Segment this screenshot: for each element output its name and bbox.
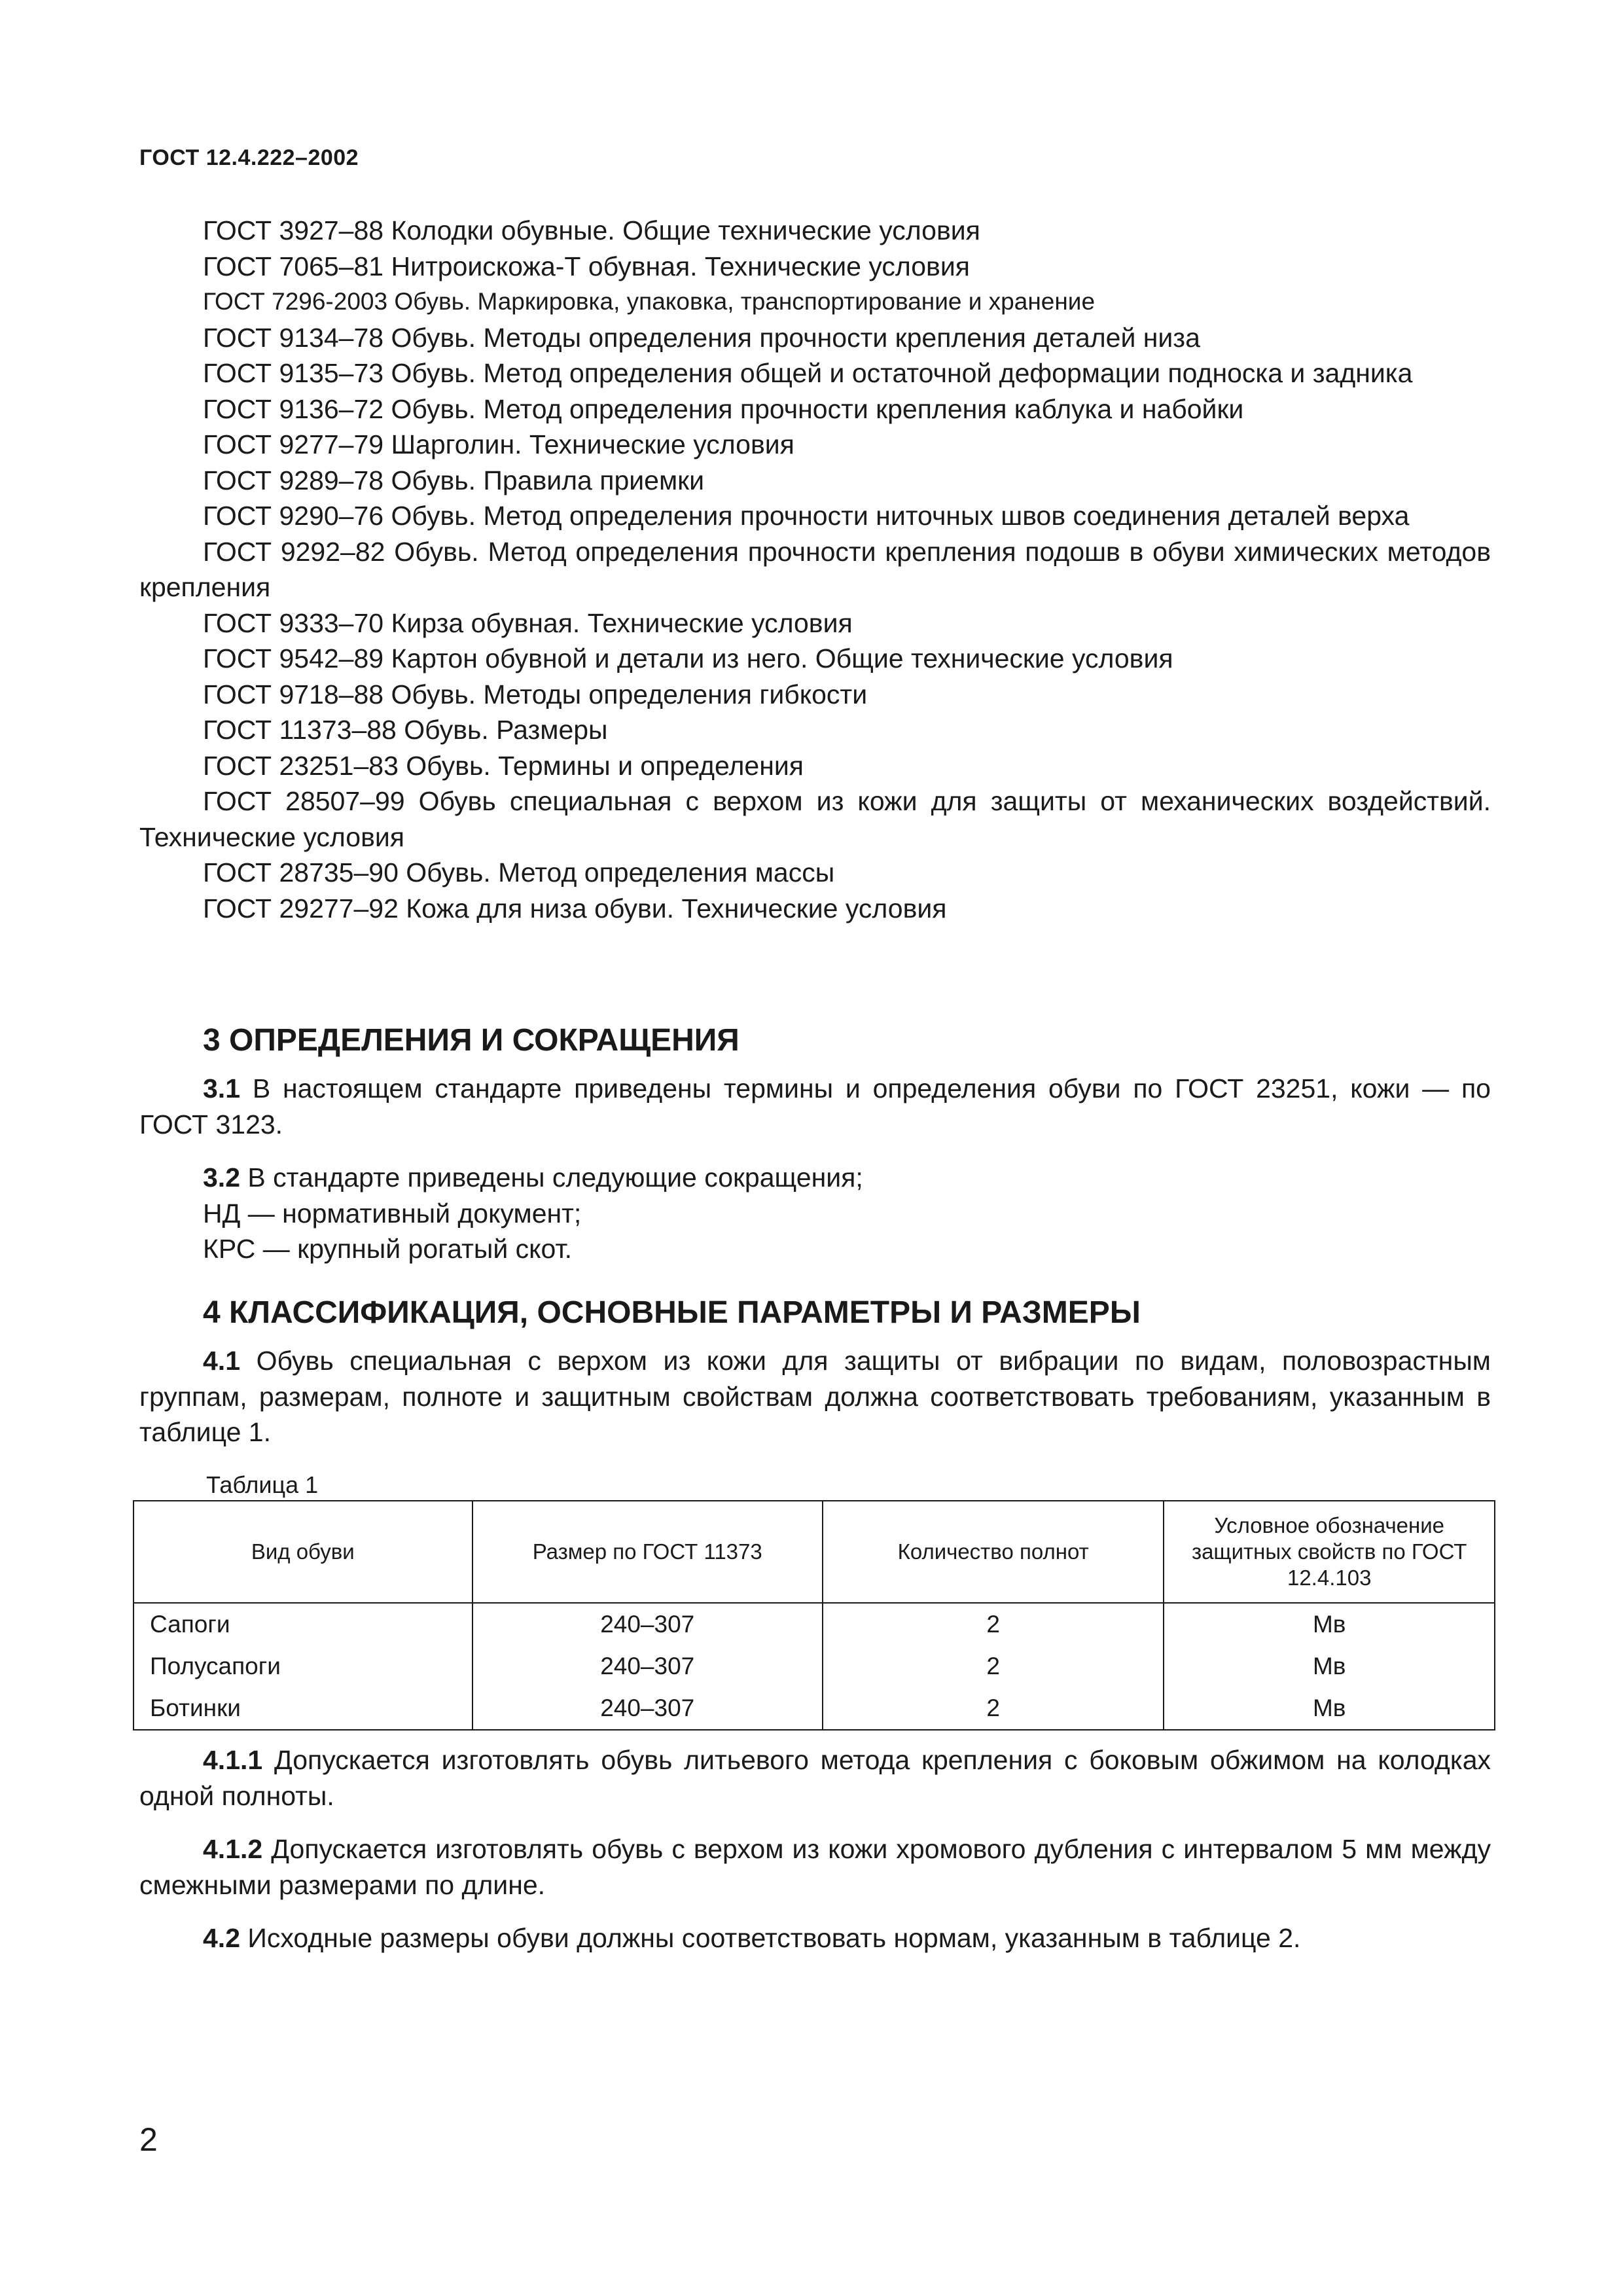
table-cell: Полусапоги (134, 1645, 473, 1687)
table-row (134, 1603, 1495, 1645)
paragraph-text: Допускается изготовлять обувь с верхом из кожи хромового дубления с интервалом 5 мм между смежными размерами по длине. (139, 1834, 1491, 1900)
paragraph-text: В стандарте приведены следующие сокращения; (247, 1162, 863, 1193)
table-header-cell: Размер по ГОСТ 11373 (473, 1501, 823, 1603)
paragraph-4-1-1 (139, 1742, 1491, 1814)
table-cell: 240–307 (473, 1603, 823, 1645)
paragraph-number: 4.1.2 (203, 1834, 263, 1864)
table-row (134, 1687, 1495, 1730)
reference-item: ГОСТ 9292–82 Обувь. Метод определения прочности крепления подошв в обуви химических методов крепления (139, 536, 1491, 602)
reference-item: ГОСТ 9277–79 Шарголин. Технические условия (203, 429, 794, 459)
table-cell: 240–307 (473, 1645, 823, 1687)
table-header-row (134, 1501, 1495, 1603)
paragraph-number: 4.2 (203, 1923, 240, 1953)
table-header-cell: Вид обуви (134, 1501, 473, 1603)
reference-item: ГОСТ 9333–70 Кирза обувная. Технические условия (203, 607, 853, 638)
paragraph-3-2 (139, 1160, 1491, 1267)
reference-item: ГОСТ 9135–73 Обувь. Метод определения общей и остаточной деформации подноска и задника (203, 358, 1413, 388)
reference-item: ГОСТ 9290–76 Обувь. Метод определения прочности ниточных швов соединения деталей верха (203, 501, 1410, 531)
table-cell: Мв (1164, 1687, 1495, 1730)
table-cell: Сапоги (134, 1603, 473, 1645)
table-cell: Мв (1164, 1603, 1495, 1645)
page-header: ГОСТ 12.4.222–2002 (139, 145, 359, 170)
reference-item: ГОСТ 23251–83 Обувь. Термины и определения (203, 750, 804, 781)
table-1 (133, 1500, 1495, 1731)
paragraph-text: В настоящем стандарте приведены термины и определения обуви по ГОСТ 23251, кожи — по ГОСТ 3123. (139, 1073, 1491, 1139)
reference-item: ГОСТ 28735–90 Обувь. Метод определения массы (203, 857, 835, 888)
paragraph-number: 4.1 (203, 1346, 240, 1376)
reference-item: ГОСТ 7296-2003 Обувь. Маркировка, упаковка, транспортирование и хранение (203, 288, 1096, 315)
reference-item: ГОСТ 29277–92 Кожа для низа обуви. Технические условия (203, 893, 947, 924)
paragraph-number: 3.1 (203, 1073, 240, 1103)
abbreviation-item: КРС — крупный рогатый скот. (203, 1234, 573, 1264)
table-header-cell: Условное обозначение защитных свойств по ГОСТ 12.4.103 (1164, 1501, 1495, 1603)
reference-item: ГОСТ 9134–78 Обувь. Методы определения прочности крепления деталей низа (203, 322, 1200, 353)
paragraph-4-2 (139, 1920, 1491, 1956)
paragraph-text: Обувь специальная с верхом из кожи для защиты от вибрации по видам, половозрастным группам, размерам, полноте и защитным свойствам должна соответствовать требованиям, указанным в таблице 1. (139, 1346, 1491, 1447)
reference-item: ГОСТ 3927–88 Колодки обувные. Общие технические условия (203, 215, 980, 245)
section-4-title: 4 КЛАССИФИКАЦИЯ, ОСНОВНЫЕ ПАРАМЕТРЫ И РАЗМЕРЫ (203, 1295, 1141, 1330)
reference-item: ГОСТ 9718–88 Обувь. Методы определения гибкости (203, 679, 868, 709)
table-header-cell: Количество полнот (823, 1501, 1164, 1603)
references-list (139, 213, 1491, 926)
paragraph-number: 3.2 (203, 1162, 240, 1193)
table-cell: 2 (823, 1645, 1164, 1687)
table-cell: Ботинки (134, 1687, 473, 1730)
reference-item: ГОСТ 28507–99 Обувь специальная с верхом из кожи для защиты от механических воздействий. Технические условия (139, 786, 1491, 852)
table-cell: 2 (823, 1603, 1164, 1645)
reference-item: ГОСТ 11373–88 Обувь. Размеры (203, 715, 608, 745)
paragraph-text: Допускается изготовлять обувь литьевого метода крепления с боковым обжимом на колодках одной полноты. (139, 1745, 1491, 1811)
reference-item: ГОСТ 7065–81 Нитроискожа-Т обувная. Технические условия (203, 251, 970, 281)
paragraph-4-1 (139, 1343, 1491, 1450)
paragraph-3-1 (139, 1071, 1491, 1142)
reference-item: ГОСТ 9289–78 Обувь. Правила приемки (203, 465, 704, 495)
table-row (134, 1645, 1495, 1687)
abbreviation-item: НД — нормативный документ; (203, 1198, 582, 1229)
table-caption: Таблица 1 (206, 1471, 319, 1498)
page-number: 2 (139, 2121, 158, 2158)
paragraph-4-1-2 (139, 1831, 1491, 1903)
table-cell: 240–307 (473, 1687, 823, 1730)
reference-item: ГОСТ 9136–72 Обувь. Метод определения прочности крепления каблука и набойки (203, 393, 1244, 424)
table-cell: 2 (823, 1687, 1164, 1730)
paragraph-text: Исходные размеры обуви должны соответствовать нормам, указанным в таблице 2. (247, 1923, 1301, 1953)
section-3-title: 3 ОПРЕДЕЛЕНИЯ И СОКРАЩЕНИЯ (203, 1023, 740, 1058)
paragraph-number: 4.1.1 (203, 1745, 263, 1775)
table-cell: Мв (1164, 1645, 1495, 1687)
reference-item: ГОСТ 9542–89 Картон обувной и детали из него. Общие технические условия (203, 643, 1173, 673)
